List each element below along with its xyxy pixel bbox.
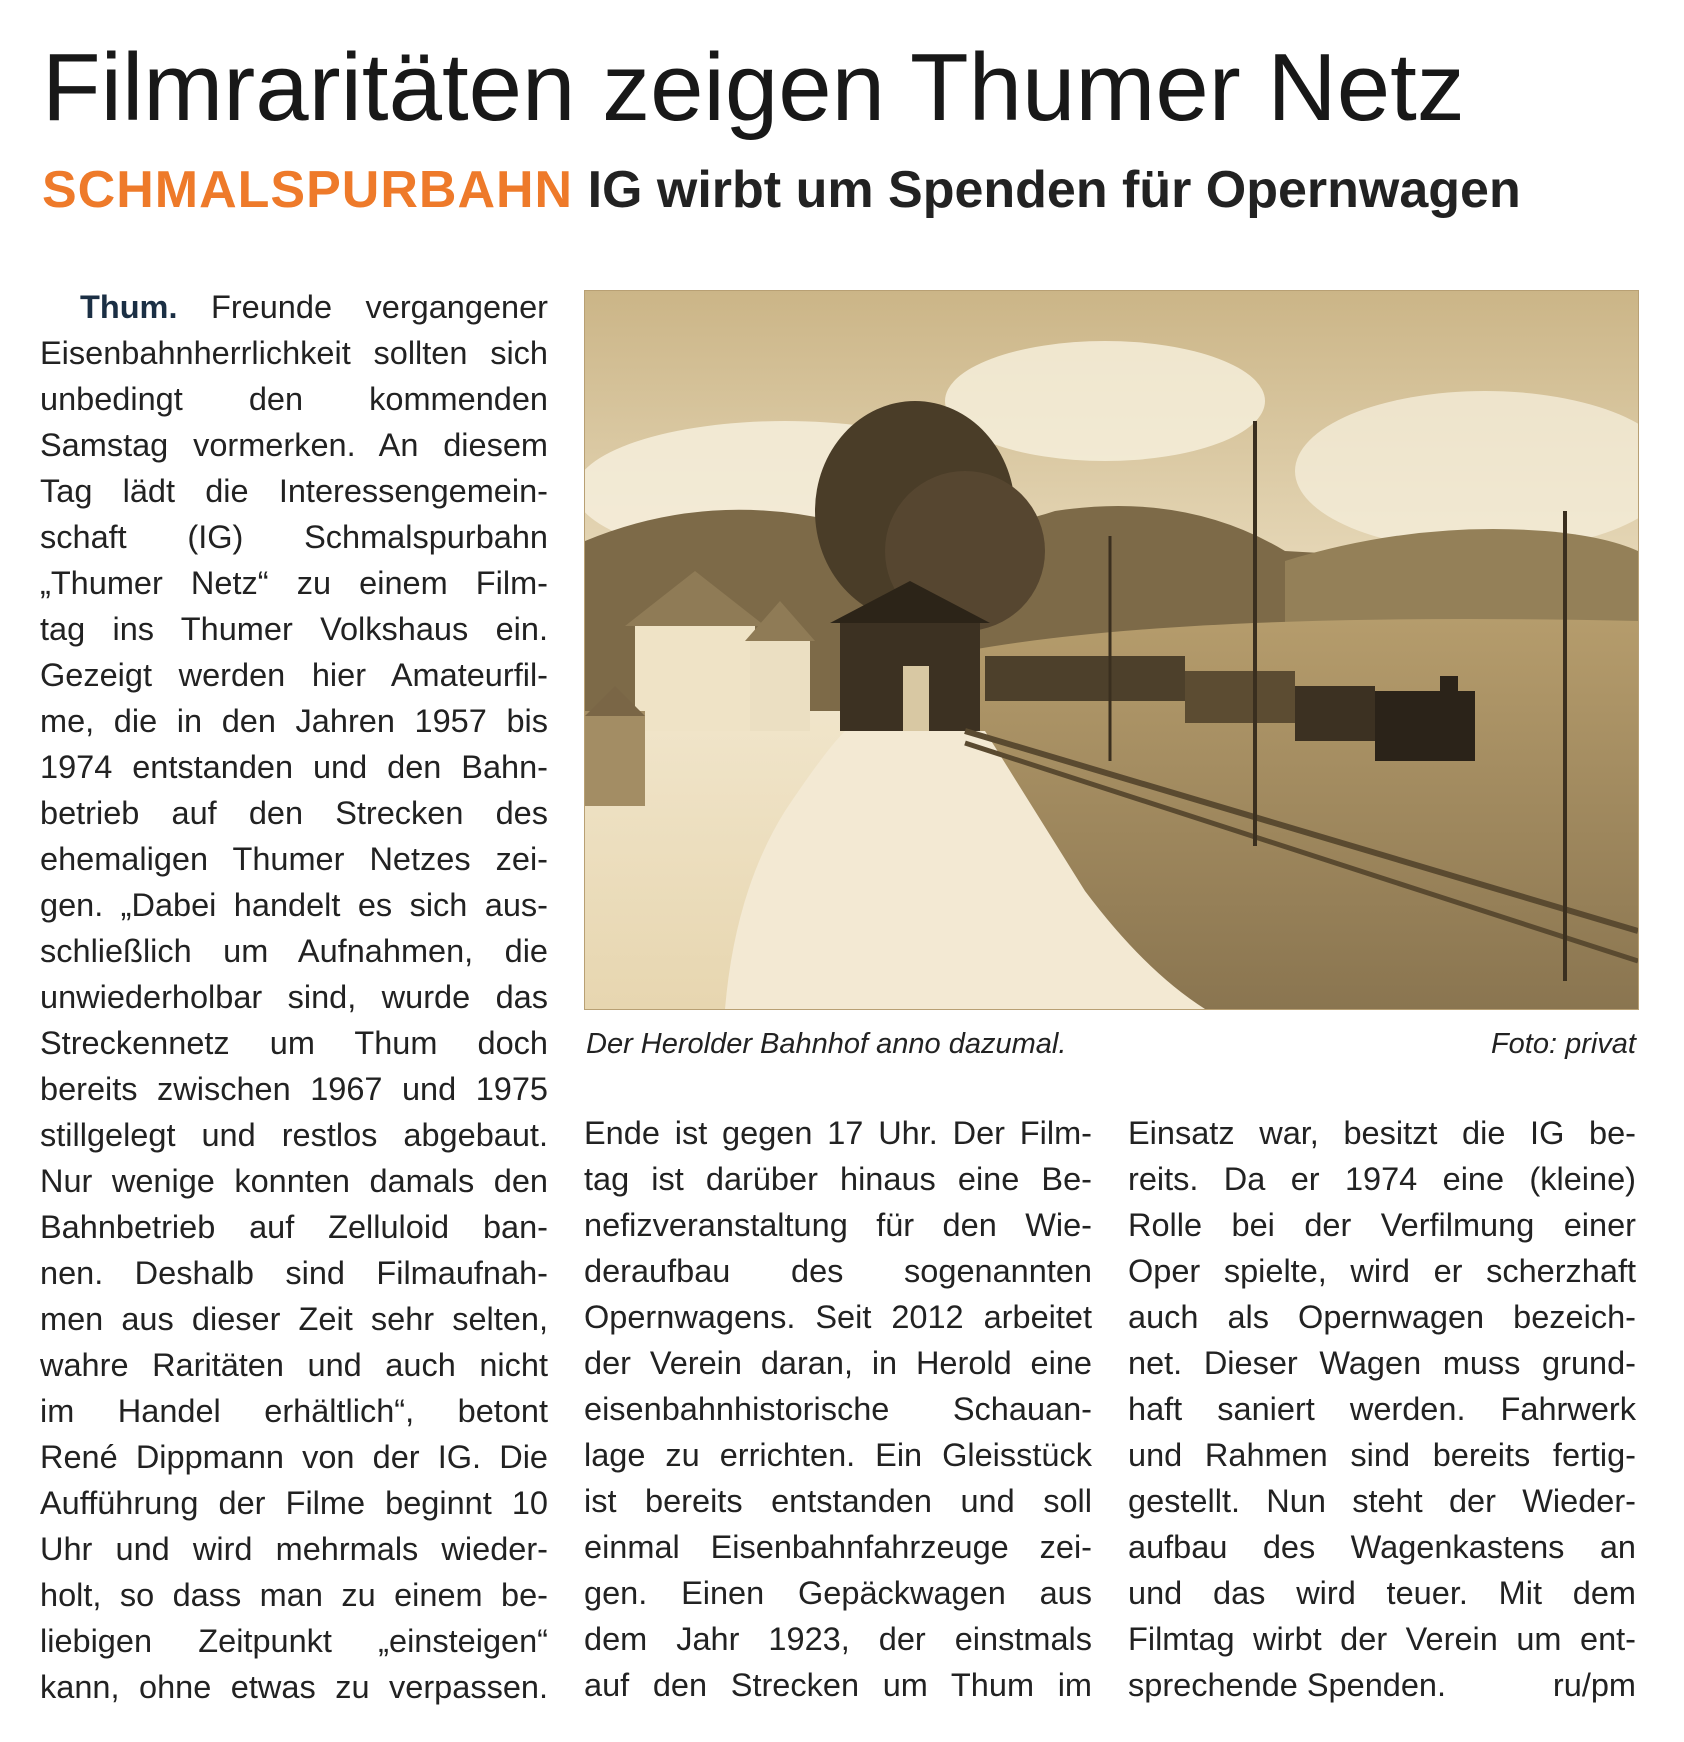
text-line: lage zu errichten. Ein Gleisstück xyxy=(584,1437,1092,1473)
text-line: Rolle bei der Verfilmung einer xyxy=(1128,1207,1636,1243)
text-line: schließlich um Aufnahmen, die xyxy=(40,933,548,969)
text-line: Aufführung der Filme beginnt 10 xyxy=(40,1485,548,1521)
text-line: Ende ist gegen 17 Uhr. Der Film- xyxy=(584,1115,1092,1151)
article-column-2 xyxy=(584,1110,1092,1708)
article-column-3 xyxy=(1128,1110,1636,1708)
text-line: ist bereits entstanden und soll xyxy=(584,1483,1092,1519)
text-line: der Verein daran, in Herold eine xyxy=(584,1345,1092,1381)
article-column-1 xyxy=(40,284,548,1710)
text-line: dem Jahr 1923, der einstmals xyxy=(584,1621,1092,1657)
author-signature: ru/pm xyxy=(1552,1667,1636,1703)
text-line: Eisenbahnherrlichkeit sollten sich xyxy=(40,335,548,371)
text-line: tag ins Thumer Volkshaus ein. xyxy=(40,611,548,647)
closing-text: sprechende Spenden. xyxy=(1128,1667,1447,1703)
text-line: deraufbau des sogenannten xyxy=(584,1253,1092,1289)
text-line: kann, ohne etwas zu verpassen. xyxy=(40,1669,548,1705)
text-line: holt, so dass man zu einem be- xyxy=(40,1577,548,1613)
photo-credit: Foto: privat xyxy=(1490,1028,1636,1060)
dateline: Thum. xyxy=(80,289,178,325)
text-line: Gezeigt werden hier Amateurfil- xyxy=(40,657,548,693)
text-line: Nur wenige konnten damals den xyxy=(40,1163,548,1199)
text-line: stillgelegt und restlos abgebaut. xyxy=(40,1117,548,1153)
text-line: Streckennetz um Thum doch xyxy=(40,1025,548,1061)
text-line: wahre Raritäten und auch nicht xyxy=(40,1347,548,1383)
text-line: unwiederholbar sind, wurde das xyxy=(40,979,548,1015)
text-line: Einsatz war, besitzt die IG be- xyxy=(1128,1115,1636,1151)
text-line: betrieb auf den Strecken des xyxy=(40,795,548,831)
text-line: nefizveranstaltung für den Wie- xyxy=(584,1207,1092,1243)
subheadline xyxy=(42,158,1662,222)
headline: Filmraritäten zeigen Thumer Netz xyxy=(42,34,1465,141)
text-line: eisenbahnhistorische Schauan- xyxy=(584,1391,1092,1427)
text-line: und Rahmen sind bereits fertig- xyxy=(1128,1437,1636,1473)
photo-caption xyxy=(586,1024,1636,1064)
text-line: tag ist darüber hinaus eine Be- xyxy=(584,1161,1092,1197)
text-line: ehemaligen Thumer Netzes zei- xyxy=(40,841,548,877)
station-photo-illustration xyxy=(585,291,1638,1009)
text-line: Tag lädt die Interessengemein- xyxy=(40,473,548,509)
text-line: nen. Deshalb sind Filmaufnah- xyxy=(40,1255,548,1291)
text-line: schaft (IG) Schmalspurbahn xyxy=(40,519,548,555)
text-line: bereits zwischen 1967 und 1975 xyxy=(40,1071,548,1107)
text-line: reits. Da er 1974 eine (kleine) xyxy=(1128,1161,1636,1197)
text-line: aufbau des Wagenkastens an xyxy=(1128,1529,1636,1565)
subheadline-text: IG wirbt um Spenden für Opernwagen xyxy=(587,161,1521,219)
text-line: Opernwagens. Seit 2012 arbeitet xyxy=(584,1299,1092,1335)
text-line: gestellt. Nun steht der Wieder- xyxy=(1128,1483,1636,1519)
text-line: gen. „Dabei handelt es sich aus- xyxy=(40,887,548,923)
article-photo xyxy=(584,290,1639,1010)
text-line: einmal Eisenbahnfahrzeuge zei- xyxy=(584,1529,1092,1565)
text-line: auch als Opernwagen bezeich- xyxy=(1128,1299,1636,1335)
text-line: Bahnbetrieb auf Zelluloid ban- xyxy=(40,1209,548,1245)
text-line: gen. Einen Gepäckwagen aus xyxy=(584,1575,1092,1611)
text-line: Uhr und wird mehrmals wieder- xyxy=(40,1531,548,1567)
text-line: René Dippmann von der IG. Die xyxy=(40,1439,548,1475)
text-line: liebigen Zeitpunkt „einsteigen“ xyxy=(40,1623,548,1659)
kicker: SCHMALSPURBAHN xyxy=(42,161,574,219)
text-line: Filmtag wirbt der Verein um ent- xyxy=(1128,1621,1636,1657)
text-line: im Handel erhältlich“, betont xyxy=(40,1393,548,1429)
text-line: und das wird teuer. Mit dem xyxy=(1128,1575,1636,1611)
text-line: me, die in den Jahren 1957 bis xyxy=(40,703,548,739)
text-line: auf den Strecken um Thum im xyxy=(584,1667,1092,1703)
text-line xyxy=(1128,1662,1636,1708)
text-line: Samstag vormerken. An diesem xyxy=(40,427,548,463)
text-line: Oper spielte, wird er scherzhaft xyxy=(1128,1253,1636,1289)
text-line: net. Dieser Wagen muss grund- xyxy=(1128,1345,1636,1381)
text-line: unbedingt den kommenden xyxy=(40,381,548,417)
text-line: Thum. Freunde vergangener xyxy=(80,289,548,325)
text-line: haft saniert werden. Fahrwerk xyxy=(1128,1391,1636,1427)
text-line: men aus dieser Zeit sehr selten, xyxy=(40,1301,548,1337)
caption-text: Der Herolder Bahnhof anno dazumal. xyxy=(586,1028,1067,1060)
text-line: „Thumer Netz“ zu einem Film- xyxy=(40,565,548,601)
text-line: 1974 entstanden und den Bahn- xyxy=(40,749,548,785)
